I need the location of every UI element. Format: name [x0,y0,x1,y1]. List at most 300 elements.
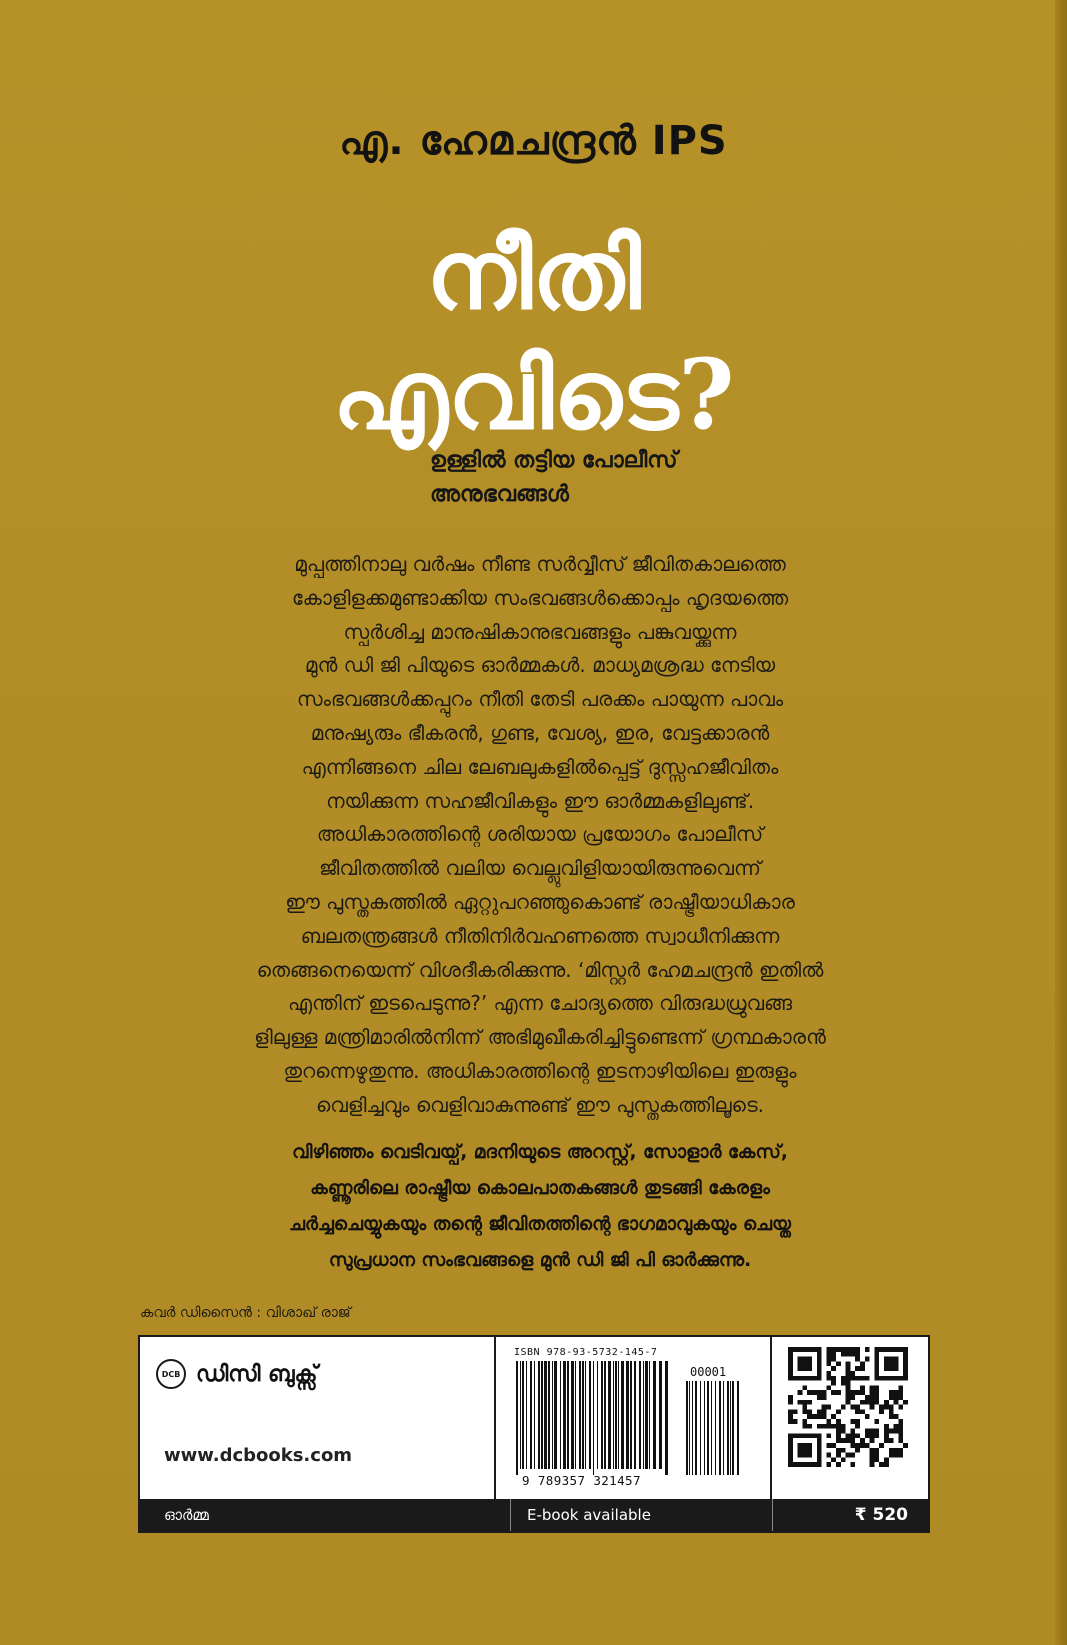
blurb-line: മനുഷ്യരും ഭീകരൻ, ഗുണ്ട, വേശ്യ, ഇര, വേട്ടക്കാരൻ [310,720,770,745]
qr-cell [870,1438,875,1443]
barcode-bar [645,1361,648,1469]
blurb-line: തുറന്നെഴുതുന്നു. അധികാരത്തിന്റെ ഇടനാഴിയിലെ ഇരുളും [283,1058,797,1083]
blurb-line: ബലതന്ത്രങ്ങൾ നീതിനിർവഹണത്തെ സ്വാധീനിക്കുന്ന [300,923,780,948]
qr-cell [831,1366,836,1371]
qr-cell [894,1448,899,1453]
qr-cell [855,1390,860,1395]
barcode-bar [649,1361,650,1469]
blurb-text [200,548,880,1123]
qr-cell [846,1366,851,1371]
qr-cell [894,1400,899,1405]
qr-cell [874,1395,879,1400]
qr-cell [898,1419,903,1424]
qr-cell [798,1400,803,1405]
summary-line: ചർച്ചചെയ്യുകയും തന്റെ ജീവിതത്തിന്റെ ഭാഗമാവുകയും ചെയ്ത [289,1214,791,1235]
blurb-line: മുപ്പത്തിനാലു വർഷം നീണ്ട സർവ്വീസ് ജീവിതകാലത്തെ [294,552,786,576]
blurb-line: വെളിച്ചവും വെളിവാകുന്നുണ്ട് ഈ പുസ്തകത്തിലൂടെ. [316,1092,764,1117]
barcode-bar [593,1361,594,1475]
qr-cell [850,1395,855,1400]
barcode-bar [585,1361,586,1469]
qr-cell [826,1453,831,1458]
qr-cell [860,1443,865,1448]
qr-cell [822,1424,827,1429]
qr-cell [831,1424,836,1429]
blurb-line: അധികാരത്തിന്റെ ശരിയായ പ്രയോഗം പോലീസ് [316,822,764,847]
qr-cell [860,1390,865,1395]
panel-divider [770,1337,772,1499]
qr-cell [855,1409,860,1414]
book-price: ₹ 520 [772,1499,928,1531]
qr-cell [879,1462,884,1467]
barcode-bar [522,1361,524,1469]
qr-cell [831,1390,836,1395]
qr-cell [894,1390,899,1395]
qr-cell [889,1405,894,1410]
barcode-bar [665,1361,668,1475]
qr-cell [817,1390,822,1395]
blurb-line: എന്നിങ്ങനെ ചില ലേബലുകളിൽപ്പെട്ട് ദുസ്സഹജീവിതം [301,754,779,779]
qr-cell [822,1405,827,1410]
barcode-bar [526,1361,527,1469]
barcode-bar [639,1361,641,1469]
qr-cell [846,1385,851,1390]
qr-cell [817,1395,822,1400]
barcode-bar [715,1381,716,1475]
qr-cell [894,1453,899,1458]
qr-cell [874,1429,879,1434]
qr-cell [860,1409,865,1414]
barcode-bar [634,1361,636,1469]
author-name: എ. ഹേമചന്ദ്രൻ IPS [339,118,728,164]
qr-cell [831,1414,836,1419]
barcode-bar [604,1361,606,1469]
qr-cell [894,1395,899,1400]
barcode-bar [601,1361,603,1469]
qr-cell [870,1390,875,1395]
qr-cell [822,1390,827,1395]
blurb-line: തെങ്ങനെയെന്ന് വിശദീകരിക്കുന്നു. ‘മിസ്റ്റർ ഹേമചന്ദ്രൻ ഇതിൽ [256,957,824,982]
qr-cell [836,1438,841,1443]
qr-cell [841,1424,846,1429]
qr-cell [889,1429,894,1434]
qr-cell [865,1433,870,1438]
qr-cell [802,1400,807,1405]
qr-cell [826,1376,831,1381]
barcode-bar [530,1361,532,1469]
barcode-bar [707,1381,709,1475]
qr-cell [826,1424,831,1429]
qr-cell [870,1453,875,1458]
qr-cell [841,1405,846,1410]
barcode-bar [643,1361,644,1469]
qr-cell [889,1453,894,1458]
qr-cell [826,1419,831,1424]
qr-cell [826,1347,831,1352]
qr-cell [841,1448,846,1453]
qr-cell [884,1433,889,1438]
qr-cell [831,1352,836,1357]
qr-cell [898,1405,903,1410]
qr-cell [898,1424,903,1429]
qr-cell [860,1366,865,1371]
qr-cell [846,1381,851,1386]
qr-cell [855,1366,860,1371]
barcode-bar [538,1361,540,1469]
subtitle-line-1: ഉള്ളിൽ തട്ടിയ പോലീസ് [430,448,678,473]
qr-cell [874,1385,879,1390]
qr-cell [841,1352,846,1357]
qr-cell [870,1395,875,1400]
publisher-panel [138,1335,930,1533]
qr-cell [898,1453,903,1458]
blurb-line: ഈ പുസ്തകത്തിൽ ഏറ്റുപറഞ്ഞുകൊണ്ട് രാഷ്ട്രീയാധികാര [285,889,795,914]
qr-cell [831,1443,836,1448]
qr-cell [898,1438,903,1443]
qr-cell [903,1400,908,1405]
barcode-bar [589,1361,591,1469]
qr-cell [870,1433,875,1438]
qr-cell [836,1347,841,1352]
qr-cell [898,1395,903,1400]
qr-cell [855,1405,860,1410]
isbn-barcode [510,1347,760,1495]
barcode-bar [630,1361,632,1469]
qr-cell [846,1395,851,1400]
barcode-bar [730,1381,731,1475]
qr-cell [884,1457,889,1462]
qr-cell [831,1381,836,1386]
barcode-bar [689,1381,690,1475]
qr-code-icon[interactable] [788,1347,908,1467]
qr-cell [884,1357,898,1371]
qr-cell [826,1361,831,1366]
barcode-bar [560,1361,561,1469]
qr-cell [841,1347,846,1352]
qr-cell [874,1390,879,1395]
qr-cell [807,1409,812,1414]
barcode-bar [626,1361,629,1469]
qr-cell [788,1414,793,1419]
qr-cell [879,1409,884,1414]
qr-cell [846,1453,851,1458]
qr-cell [870,1462,875,1467]
barcode-bar [659,1361,662,1469]
qr-cell [855,1352,860,1357]
qr-cell [865,1376,870,1381]
barcode-bar [711,1381,712,1475]
qr-cell [826,1385,831,1390]
qr-cell [874,1448,879,1453]
summary-text [180,1135,900,1279]
summary-line: കണ്ണൂരിലെ രാഷ്ട്രീയ കൊലപാതകങ്ങൾ തുടങ്ങി കേരളം [310,1178,770,1199]
qr-cell [822,1395,827,1400]
qr-cell [850,1429,855,1434]
qr-cell [802,1424,807,1429]
qr-cell [826,1405,831,1410]
qr-cell [898,1390,903,1395]
qr-cell [865,1400,870,1405]
qr-cell [836,1448,841,1453]
panel-divider [494,1337,496,1499]
barcode-bar [653,1361,656,1469]
qr-cell [865,1429,870,1434]
blurb-line: കോളിളക്കമുണ്ടാക്കിയ സംഭവങ്ങൾക്കൊപ്പം ഹൃദയത്തെ [291,585,789,610]
qr-cell [903,1443,908,1448]
barcode-bar [618,1361,619,1469]
barcode-bar [552,1361,553,1469]
qr-cell [836,1361,841,1366]
barcode-bar [571,1361,574,1469]
qr-cell [841,1429,846,1434]
barcode-bar [520,1361,521,1469]
qr-cell [826,1357,831,1362]
blurb-line: ളിലുള്ള മന്ത്രിമാരിൽനിന്ന് അഭിമുഖീകരിച്ചിട്ടുണ്ടെന്ന് ഗ്രന്ഥകാരൻ [254,1025,826,1050]
qr-cell [788,1400,793,1405]
book-title-line-1: നീതി [426,218,641,331]
barcode-bar [582,1361,584,1469]
qr-cell [841,1457,846,1462]
subtitle-line-2: അനുഭവങ്ങൾ [430,482,569,507]
qr-cell [812,1414,817,1419]
barcode-bar [516,1361,518,1475]
qr-cell [836,1429,841,1434]
barcode-bar [575,1361,576,1469]
publisher-name: ഡിസി ബുക്സ് [196,1361,318,1387]
qr-cell [846,1347,851,1352]
publisher-logo-icon: DCB [156,1359,186,1389]
blurb-line: സംഭവങ്ങൾക്കപ്പുറം നീതി തേടി പരക്കം പായുന്ന പാവം [296,687,784,712]
qr-cell [807,1424,812,1429]
qr-cell [865,1395,870,1400]
qr-cell [870,1400,875,1405]
qr-cell [831,1357,836,1362]
qr-cell [802,1419,807,1424]
blurb-line: നയിക്കുന്ന സഹജീവികളും ഈ ഓർമ്മകളിലുണ്ട്. [325,788,755,813]
blurb-line: മുൻ ഡി ജി പിയുടെ ഓർമ്മകൾ. മാധ്യമശ്രദ്ധ നേടിയ [304,653,776,678]
qr-cell [860,1400,865,1405]
qr-cell [836,1453,841,1458]
barcode-bar [567,1361,569,1469]
qr-cell [889,1448,894,1453]
qr-cell [874,1400,879,1405]
qr-cell [894,1424,899,1429]
qr-cell [870,1448,875,1453]
barcode-bar [695,1381,697,1475]
qr-cell [836,1462,841,1467]
qr-cell [836,1424,841,1429]
qr-cell [884,1424,889,1429]
qr-cell [898,1448,903,1453]
qr-cell [850,1453,855,1458]
qr-cell [860,1385,865,1390]
barcode-bar [723,1381,724,1475]
qr-cell [836,1419,841,1424]
book-category: ഓർമ്മ [164,1506,209,1524]
qr-cell [793,1419,798,1424]
summary-line: വിഴിഞ്ഞം വെടിവയ്പ്, മദനിയുടെ അറസ്റ്റ്, സോളാർ കേസ്, [292,1142,788,1163]
qr-cell [826,1443,831,1448]
qr-cell [870,1457,875,1462]
barcode-bar [548,1361,550,1469]
qr-cell [855,1357,860,1362]
qr-cell [846,1438,851,1443]
qr-cell [817,1409,822,1414]
qr-cell [788,1419,793,1424]
qr-cell [793,1409,798,1414]
qr-cell [822,1409,827,1414]
qr-cell [865,1443,870,1448]
qr-cell [798,1357,812,1371]
qr-cell [860,1376,865,1381]
barcode-bar [608,1361,611,1469]
publisher-block [156,1359,318,1389]
qr-cell [850,1405,855,1410]
barcode-bar [704,1381,705,1475]
qr-cell [850,1352,855,1357]
barcode-bar [554,1361,557,1469]
blurb-line: ജീവിതത്തിൽ വലിയ വെല്ലുവിളിയായിരുന്നുവെന്ന് [319,856,761,881]
qr-cell [812,1390,817,1395]
qr-cell [798,1390,803,1395]
barcode-bar [621,1361,624,1469]
qr-cell [841,1376,846,1381]
qr-cell [822,1414,827,1419]
qr-cell [889,1390,894,1395]
barcode-bar [732,1381,734,1475]
barcode-bar [737,1381,739,1475]
qr-cell [850,1438,855,1443]
barcode-bar [615,1361,617,1469]
qr-cell [841,1438,846,1443]
qr-cell [788,1409,793,1414]
qr-cell [898,1385,903,1390]
qr-cell [831,1457,836,1462]
qr-cell [788,1395,793,1400]
barcode-bar [613,1361,614,1469]
qr-cell [850,1390,855,1395]
barcode-bar [563,1361,566,1469]
qr-cell [884,1405,889,1410]
panel-footer [140,1499,928,1531]
qr-cell [889,1409,894,1414]
summary-line: സുപ്രധാന സംഭവങ്ങളെ മുൻ ഡി ജി പി ഓർക്കുന്നു. [328,1250,752,1271]
qr-cell [846,1371,851,1376]
qr-cell [874,1457,879,1462]
barcode-bar [692,1381,693,1475]
qr-cell [889,1438,894,1443]
qr-cell [860,1438,865,1443]
book-title-line-2: എവിടെ? [332,338,735,451]
qr-cell [807,1414,812,1419]
price-code: 00001 [690,1365,727,1379]
qr-cell [865,1347,870,1352]
qr-cell [865,1414,870,1419]
qr-cell [870,1405,875,1410]
qr-cell [889,1395,894,1400]
barcode-bar [597,1361,598,1469]
barcode-bar [727,1381,729,1475]
qr-cell [846,1361,851,1366]
qr-cell [826,1462,831,1467]
qr-cell [855,1347,860,1352]
barcode-bar [541,1361,543,1469]
barcode-bar [719,1381,721,1475]
qr-cell [807,1400,812,1405]
qr-cell [870,1385,875,1390]
qr-cell [826,1433,831,1438]
qr-cell [874,1453,879,1458]
isbn-digits: 9 789357 321457 [522,1473,641,1488]
qr-cell [894,1429,899,1434]
qr-cell [807,1390,812,1395]
qr-cell [831,1376,836,1381]
barcode-bar [544,1361,547,1469]
cover-design-credit: കവർ ഡിസൈൻ : വിശാഖ് രാജ് [140,1305,351,1321]
qr-cell [894,1414,899,1419]
qr-cell [846,1400,851,1405]
qr-cell [884,1438,889,1443]
blurb-line: സ്പർശിച്ച മാനുഷികാനുഭവങ്ങളും പങ്കുവയ്ക്കുന്ന [343,619,737,644]
qr-cell [874,1419,879,1424]
publisher-website[interactable]: www.dcbooks.com [164,1445,353,1466]
qr-cell [898,1429,903,1434]
qr-cell [846,1376,851,1381]
ebook-availability: E-book available [510,1499,783,1531]
qr-cell [850,1347,855,1352]
barcode-bar [686,1381,688,1475]
isbn-label: ISBN 978-93-5732-145-7 [514,1347,658,1358]
qr-cell [879,1443,884,1448]
qr-cell [870,1429,875,1434]
qr-cell [841,1381,846,1386]
qr-cell [817,1414,822,1419]
qr-cell [802,1405,807,1410]
qr-cell [855,1448,860,1453]
qr-cell [850,1433,855,1438]
qr-cell [826,1352,831,1357]
qr-cell [846,1352,851,1357]
qr-cell [850,1443,855,1448]
qr-cell [850,1371,855,1376]
barcode-bar [534,1361,535,1469]
qr-cell [798,1443,812,1457]
qr-cell [831,1347,836,1352]
qr-cell [898,1433,903,1438]
qr-cell [817,1424,822,1429]
blurb-line: എന്തിന് ഇടപെടുന്നു?’ എന്ന ചോദ്യത്തെ വിരുദ്ധധ്രുവങ്ങ [287,991,793,1016]
qr-cell [826,1371,831,1376]
qr-cell [846,1433,851,1438]
qr-cell [802,1409,807,1414]
qr-cell [874,1433,879,1438]
qr-cell [802,1385,807,1390]
qr-cell [855,1433,860,1438]
qr-cell [850,1376,855,1381]
barcode-bar [579,1361,581,1469]
barcode-bar [700,1381,701,1475]
qr-cell [889,1414,894,1419]
qr-cell [850,1462,855,1467]
qr-cell [836,1409,841,1414]
qr-cell [855,1443,860,1448]
qr-cell [855,1424,860,1429]
qr-cell [884,1429,889,1434]
qr-cell [884,1400,889,1405]
qr-cell [855,1419,860,1424]
qr-cell [846,1390,851,1395]
qr-cell [860,1361,865,1366]
qr-cell [850,1419,855,1424]
